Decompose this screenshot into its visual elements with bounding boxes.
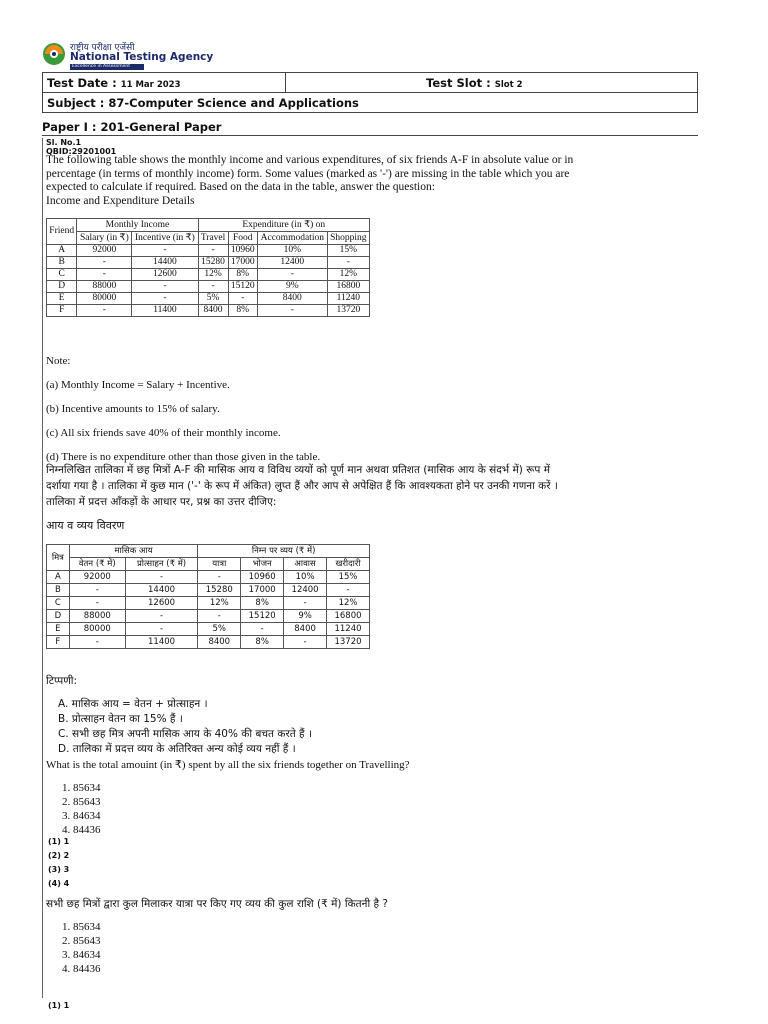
table-cell: 12% [198, 269, 228, 281]
table-cell: - [69, 636, 125, 649]
notes-hi [58, 697, 312, 757]
table-cell: 16800 [327, 281, 369, 293]
table-cell: F [47, 636, 70, 649]
th-food-hi: भोजन [241, 558, 284, 571]
table-row [47, 281, 370, 293]
note-c-en: (c) All six friends save 40% of their monthly income. [46, 427, 281, 439]
paper-title: Paper I : 201-General Paper [42, 120, 698, 136]
logo-hindi-text: राष्ट्रीय परीक्षा एजेंसी [70, 43, 135, 53]
table-cell: 8400 [284, 623, 327, 636]
table-cell: 12400 [284, 584, 327, 597]
table-cell: D [47, 281, 77, 293]
table-cell: 17000 [241, 584, 284, 597]
left-divider [42, 138, 43, 998]
table-cell: 88000 [77, 281, 132, 293]
note-title-hi: टिप्पणी: [46, 675, 78, 687]
table-cell: - [327, 584, 370, 597]
table-cell: B [47, 584, 70, 597]
answer-choice-2[interactable]: (2) 2 [48, 851, 70, 860]
serial-number: Sl. No.1 [46, 138, 82, 147]
test-slot-label: Test Slot : [426, 75, 491, 90]
question-ask-en: What is the total amouint (in ₹) spent by all the six friends together on Travelling? [46, 759, 410, 771]
table-cell: - [257, 269, 327, 281]
table-cell: E [47, 623, 70, 636]
table-cell: - [69, 597, 125, 610]
table-cell: - [132, 293, 198, 305]
option-3-en[interactable]: 3. 84634 [62, 810, 101, 822]
table-cell: 14400 [125, 584, 198, 597]
table-cell: A [47, 571, 70, 584]
table-cell: - [125, 610, 198, 623]
table-cell: 8400 [198, 636, 241, 649]
note-d-hi: D. तालिका में प्रदत्त व्यय के अतिरिक्त अन्य कोई व्यय नहीं हैं । [58, 743, 296, 755]
table-caption-en: Income and Expenditure Details [46, 194, 195, 207]
table-cell: 15120 [228, 281, 257, 293]
th-accommodation-hi: आवास [284, 558, 327, 571]
note-a-en: (a) Monthly Income = Salary + Incentive. [46, 379, 230, 391]
table-cell: 80000 [69, 623, 125, 636]
table-cell: C [47, 269, 77, 281]
logo-english-text: National Testing Agency [70, 51, 214, 63]
table-cell: - [125, 571, 198, 584]
table-cell: 13720 [327, 636, 370, 649]
option-4-hi[interactable]: 4. 84436 [62, 963, 101, 975]
table-cell: 9% [284, 610, 327, 623]
th-monthly-income-hi: मासिक आय [69, 545, 198, 558]
table-cell: B [47, 257, 77, 269]
table-row [47, 584, 370, 597]
table-cell: A [47, 245, 77, 257]
income-expenditure-table-hi [46, 544, 370, 649]
th-accommodation: Accommodation [257, 232, 327, 245]
table-row [47, 597, 370, 610]
th-monthly-income: Monthly Income [77, 219, 198, 232]
th-salary: Salary (in ₹) [77, 232, 132, 245]
table-cell: - [77, 257, 132, 269]
answer-choice-4[interactable]: (4) 4 [48, 879, 70, 888]
table-row [47, 293, 370, 305]
table-cell: 88000 [69, 610, 125, 623]
note-title-en: Note: [46, 355, 71, 367]
table-cell: - [327, 257, 369, 269]
table-cell: 15280 [198, 257, 228, 269]
header-table [42, 72, 698, 113]
option-1-hi[interactable]: 1. 85634 [62, 921, 101, 933]
table-row [47, 636, 370, 649]
table-cell: - [125, 623, 198, 636]
note-c-hi: C. सभी छह मित्र अपनी मासिक आय के 40% की बचत करते हैं । [58, 728, 312, 740]
note-d-en: (d) There is no expenditure other than those given in the table. [46, 451, 321, 463]
table-body-en [47, 245, 370, 317]
table-cell: 12% [198, 597, 241, 610]
table-cell: - [241, 623, 284, 636]
table-cell: 12% [327, 269, 369, 281]
table-cell: 8% [228, 305, 257, 317]
question-ask-hi: सभी छह मित्रों द्वारा कुल मिलाकर यात्रा पर किए गए व्यय की कुल राशि (₹ में) कितनी है ? [46, 898, 388, 910]
nta-emblem-icon [42, 42, 66, 66]
table-cell: 5% [198, 623, 241, 636]
table-cell: C [47, 597, 70, 610]
test-slot [286, 73, 698, 93]
table-row [47, 571, 370, 584]
table-cell: 17000 [228, 257, 257, 269]
table-cell: - [69, 584, 125, 597]
table-cell: 12400 [257, 257, 327, 269]
qbid: QBID:29201001 [46, 147, 117, 156]
table-cell: - [198, 610, 241, 623]
table-cell: 10% [284, 571, 327, 584]
answer-choice-1-hi[interactable]: (1) 1 [48, 1001, 70, 1010]
th-travel: Travel [198, 232, 228, 245]
table-cell: 16800 [327, 610, 370, 623]
table-cell: 12600 [132, 269, 198, 281]
table-cell: 11400 [125, 636, 198, 649]
table-cell: 11400 [132, 305, 198, 317]
table-cell: 15120 [241, 610, 284, 623]
table-cell: - [77, 269, 132, 281]
table-caption-hi: आय व व्यय विवरण [46, 519, 125, 532]
table-row [47, 610, 370, 623]
table-cell: 92000 [77, 245, 132, 257]
table-row [47, 305, 370, 317]
th-expenditure: Expenditure (in ₹) on [198, 219, 369, 232]
table-cell: - [132, 245, 198, 257]
table-cell: - [198, 281, 228, 293]
question-text-en [46, 154, 586, 208]
test-date-value: 11 Mar 2023 [120, 79, 181, 90]
option-1-en[interactable]: 1. 85634 [62, 782, 101, 794]
table-cell: 15280 [198, 584, 241, 597]
table-cell: 10960 [228, 245, 257, 257]
table-cell: 5% [198, 293, 228, 305]
table-cell: F [47, 305, 77, 317]
note-b-en: (b) Incentive amounts to 15% of salary. [46, 403, 220, 415]
table-cell: 8% [241, 636, 284, 649]
th-food: Food [228, 232, 257, 245]
th-shopping: Shopping [327, 232, 369, 245]
table-cell: 10960 [241, 571, 284, 584]
question-stem-en: The following table shows the monthly income and various expenditures, of six friends A-F in absolute value or in percentage (in terms of monthly income) form. Some values (marked as '-') are missing in the table which you are expected to calculate if required. Based on the data in the table, answer the question: [46, 154, 574, 193]
answer-choice-1[interactable]: (1) 1 [48, 837, 70, 846]
table-row [47, 257, 370, 269]
th-incentive-hi: प्रोत्साहन (₹ में) [125, 558, 198, 571]
th-salary-hi: वेतन (₹ में) [69, 558, 125, 571]
table-cell: 8400 [198, 305, 228, 317]
table-row [47, 245, 370, 257]
table-cell: 12% [327, 597, 370, 610]
answer-choice-3[interactable]: (3) 3 [48, 865, 70, 874]
table-cell: - [132, 281, 198, 293]
logo-tagline: Excellence in Assessment [70, 64, 144, 70]
note-a-hi: A. मासिक आय = वेतन + प्रोत्साहन । [58, 698, 208, 710]
th-friend-hi: मित्र [47, 545, 70, 571]
table-cell: - [284, 636, 327, 649]
income-expenditure-table-en [46, 218, 370, 317]
table-cell: 15% [327, 245, 369, 257]
th-travel-hi: यात्रा [198, 558, 241, 571]
test-date [43, 73, 286, 93]
table-row [47, 623, 370, 636]
option-2-en[interactable]: 2. 85643 [62, 796, 101, 808]
options-hi [62, 920, 101, 976]
table-cell: 11240 [327, 623, 370, 636]
table-cell: - [198, 245, 228, 257]
table-body-hi [47, 571, 370, 649]
table-cell: 8% [241, 597, 284, 610]
table-cell: D [47, 610, 70, 623]
options-en [62, 781, 101, 837]
table-cell: 8400 [257, 293, 327, 305]
option-2-hi[interactable]: 2. 85643 [62, 935, 101, 947]
question-stem-hi: निम्नलिखित तालिका में छह मित्रों A-F की मासिक आय व विविध व्ययों को पूर्ण मान अथवा प्रतिशत (मासिक आय के संदर्भ में) रूप में दर्शाया गया है । तालिका में कुछ मान ('-' के रूप में अंकित) लुप्त हैं और आप से अपेक्षित हैं कि आवश्यकता होने पर उनकी गणना करें । तालिका में प्रदत्त आँकड़ों के आधार पर, प्रश्न का उत्तर दीजिए: [46, 464, 558, 508]
table-cell: - [257, 305, 327, 317]
table-cell: 92000 [69, 571, 125, 584]
table-cell: 13720 [327, 305, 369, 317]
table-cell: 11240 [327, 293, 369, 305]
table-cell: 12600 [125, 597, 198, 610]
option-4-en[interactable]: 4. 84436 [62, 824, 101, 836]
nta-logo [42, 40, 214, 69]
table-cell: - [284, 597, 327, 610]
table-cell: - [198, 571, 241, 584]
table-cell: 14400 [132, 257, 198, 269]
table-cell: 8% [228, 269, 257, 281]
table-cell: 15% [327, 571, 370, 584]
test-date-label: Test Date : [47, 75, 117, 90]
table-cell: 10% [257, 245, 327, 257]
subject-line: Subject : 87-Computer Science and Applications [43, 93, 698, 113]
th-shopping-hi: खरीदारी [327, 558, 370, 571]
th-incentive: Incentive (in ₹) [132, 232, 198, 245]
table-row [47, 269, 370, 281]
test-slot-value: Slot 2 [494, 79, 523, 90]
th-expenditure-hi: निम्न पर व्यय (₹ में) [198, 545, 370, 558]
table-cell: 9% [257, 281, 327, 293]
table-cell: 80000 [77, 293, 132, 305]
table-cell: - [77, 305, 132, 317]
table-cell: E [47, 293, 77, 305]
note-b-hi: B. प्रोत्साहन वेतन का 15% हैं । [58, 713, 183, 725]
option-3-hi[interactable]: 3. 84634 [62, 949, 101, 961]
th-friend: Friend [47, 219, 77, 245]
table-cell: - [228, 293, 257, 305]
